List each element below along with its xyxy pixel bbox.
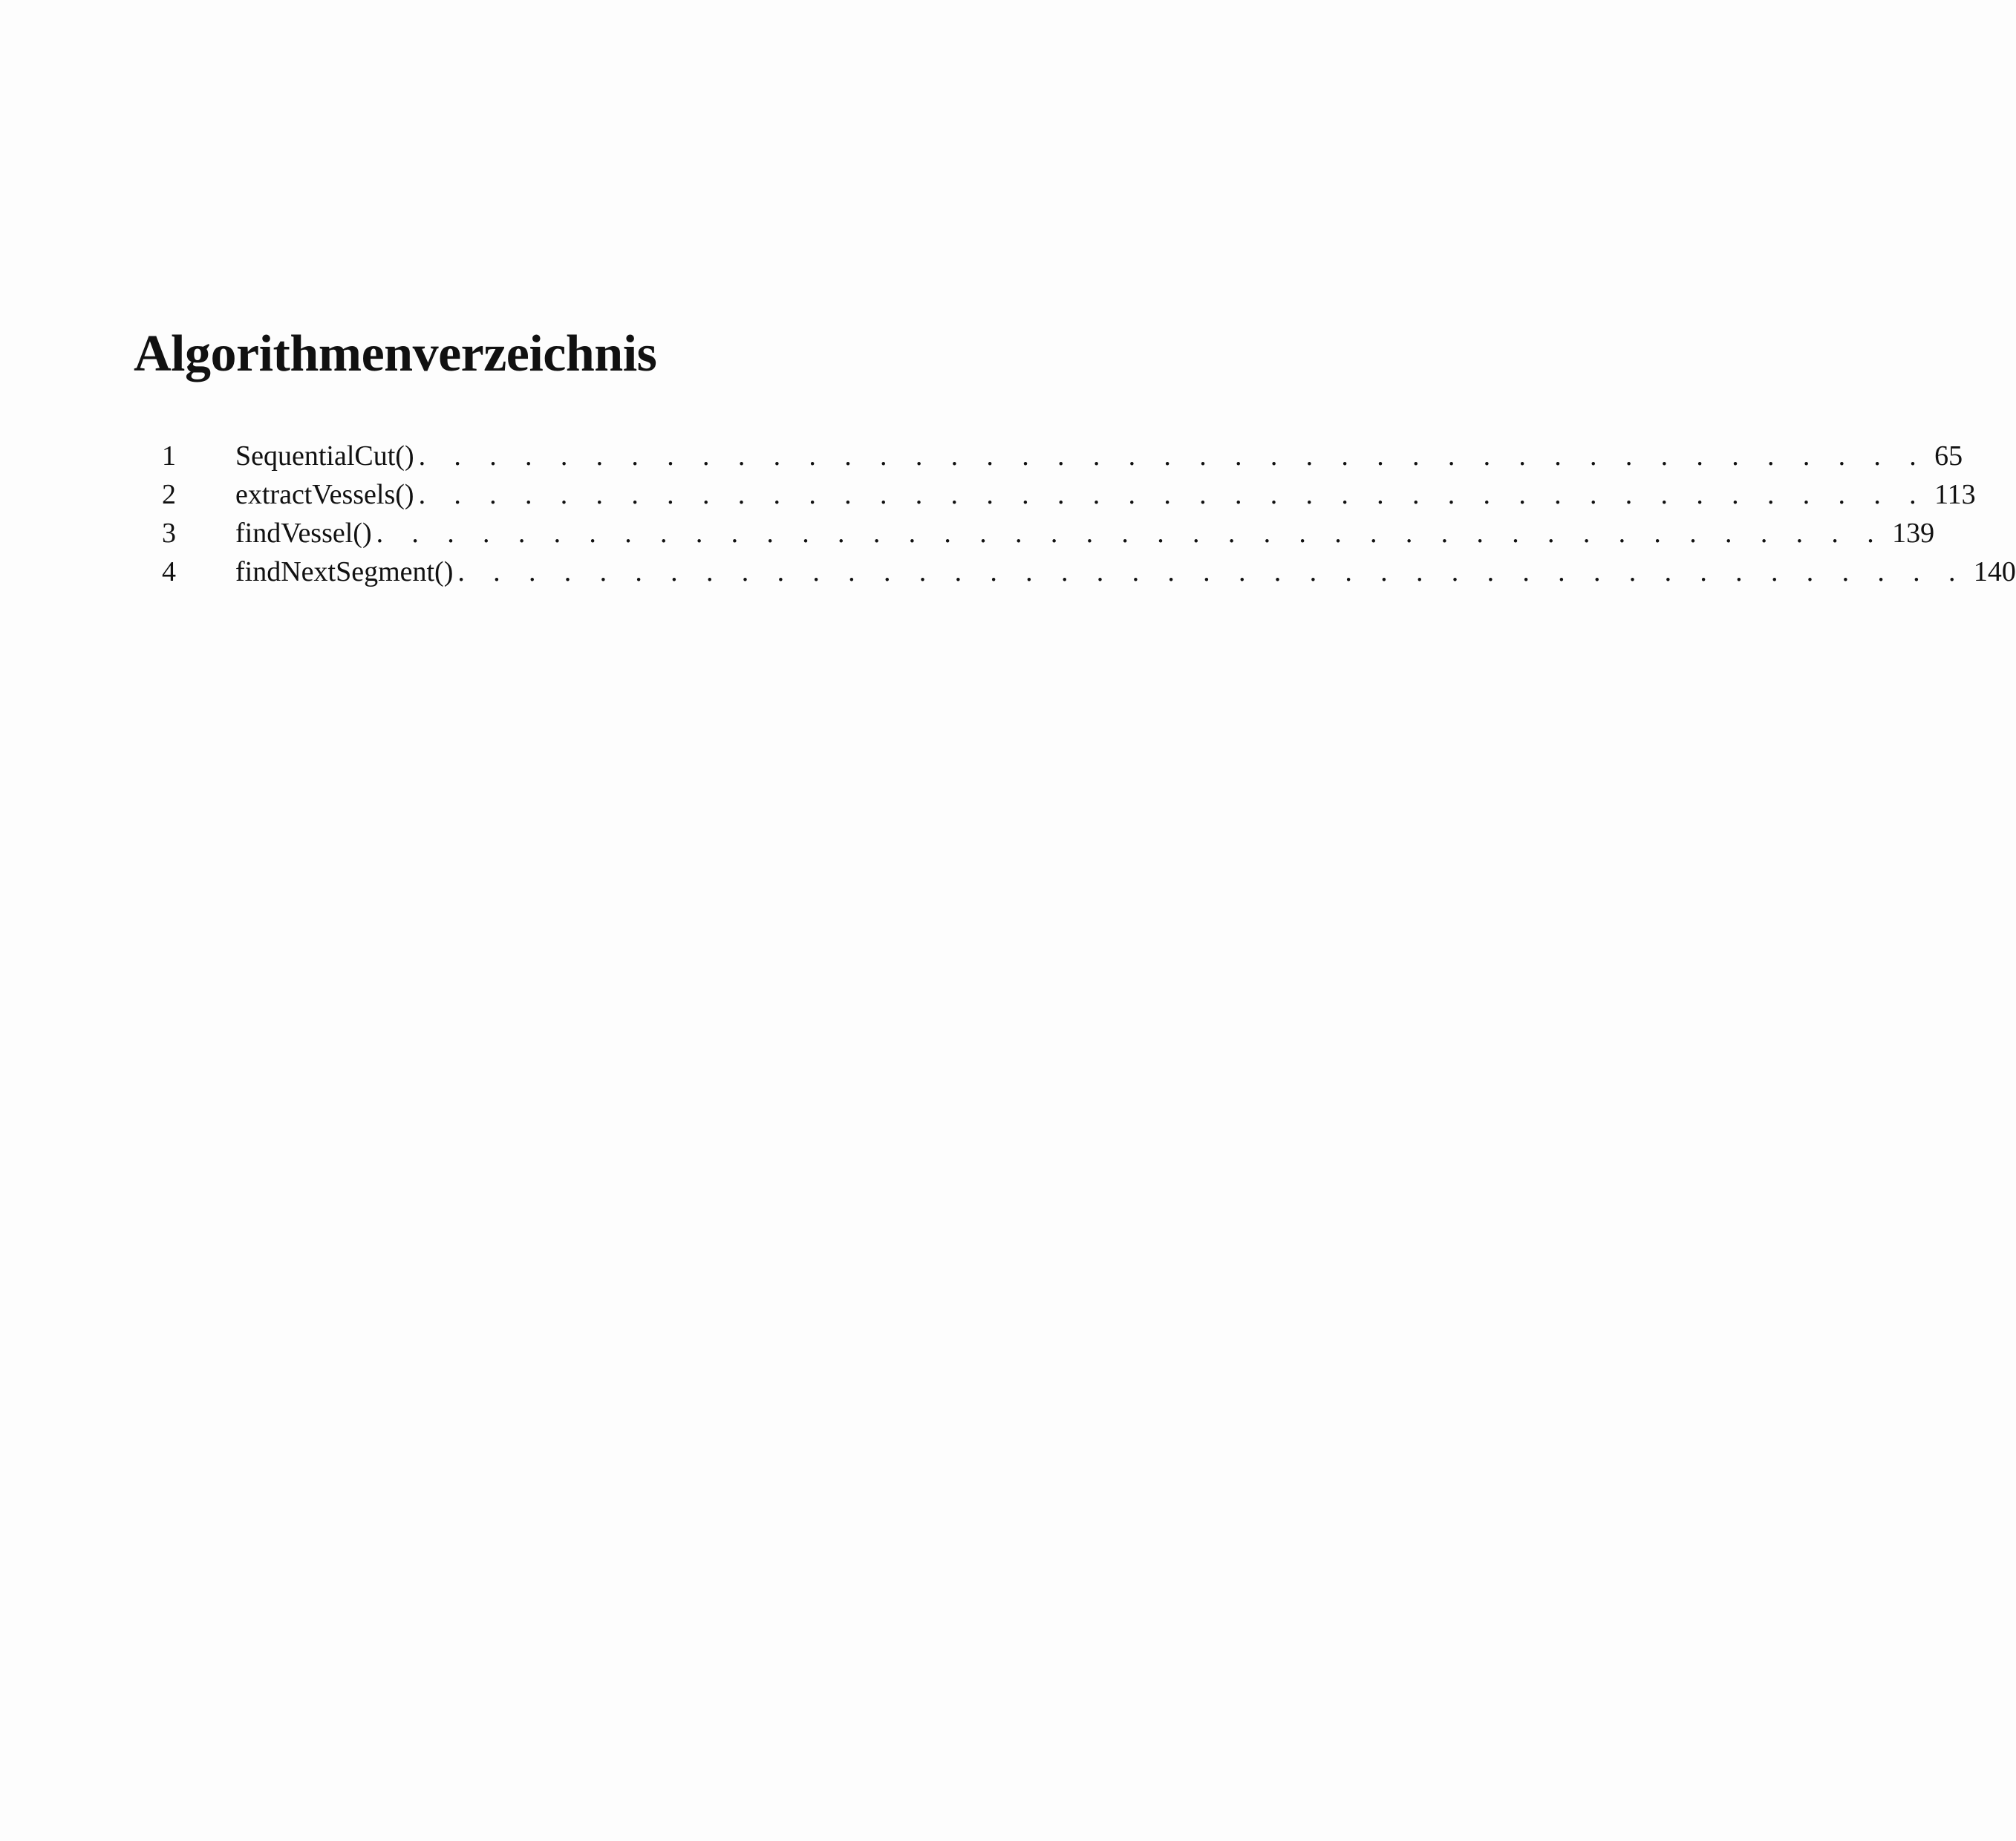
- entry-title[interactable]: findNextSegment(): [235, 556, 454, 587]
- entry-page-number[interactable]: 139: [1892, 518, 1935, 549]
- entry-number: 1: [162, 440, 176, 472]
- page-title: Algorithmenverzeichnis: [134, 325, 657, 382]
- entry-title[interactable]: findVessel(): [235, 518, 372, 549]
- algorithm-list: [134, 437, 2016, 591]
- list-item[interactable]: [134, 475, 1976, 514]
- dot-leader: . . . . . . . . . . . . . . . . . . . . . . . . . . . . . . . . . . . . . . . . . . .: [376, 518, 1885, 549]
- dot-leader: . . . . . . . . . . . . . . . . . . . . . . . . . . . . . . . . . . . . . . . . . . .: [418, 440, 1928, 472]
- entry-number: 3: [162, 518, 176, 549]
- entry-number: 4: [162, 556, 176, 587]
- entry-number: 2: [162, 479, 176, 510]
- list-item[interactable]: [134, 553, 2016, 591]
- list-item[interactable]: [134, 514, 1935, 553]
- entry-line: [235, 475, 1976, 514]
- list-item[interactable]: [134, 437, 1963, 475]
- entry-line: [235, 437, 1963, 475]
- entry-line: [235, 514, 1935, 553]
- entry-title[interactable]: SequentialCut(): [235, 440, 414, 472]
- entry-page-number[interactable]: 65: [1934, 440, 1963, 472]
- entry-page-number[interactable]: 140: [1973, 556, 2016, 587]
- dot-leader: . . . . . . . . . . . . . . . . . . . . . . . . . . . . . . . . . . . . . . . . . . .: [418, 479, 1928, 510]
- entry-page-number[interactable]: 113: [1934, 479, 1976, 510]
- entry-line: [235, 553, 2016, 591]
- dot-leader: . . . . . . . . . . . . . . . . . . . . . . . . . . . . . . . . . . . . . . . . . . .: [457, 556, 1966, 587]
- entry-title[interactable]: extractVessels(): [235, 479, 414, 510]
